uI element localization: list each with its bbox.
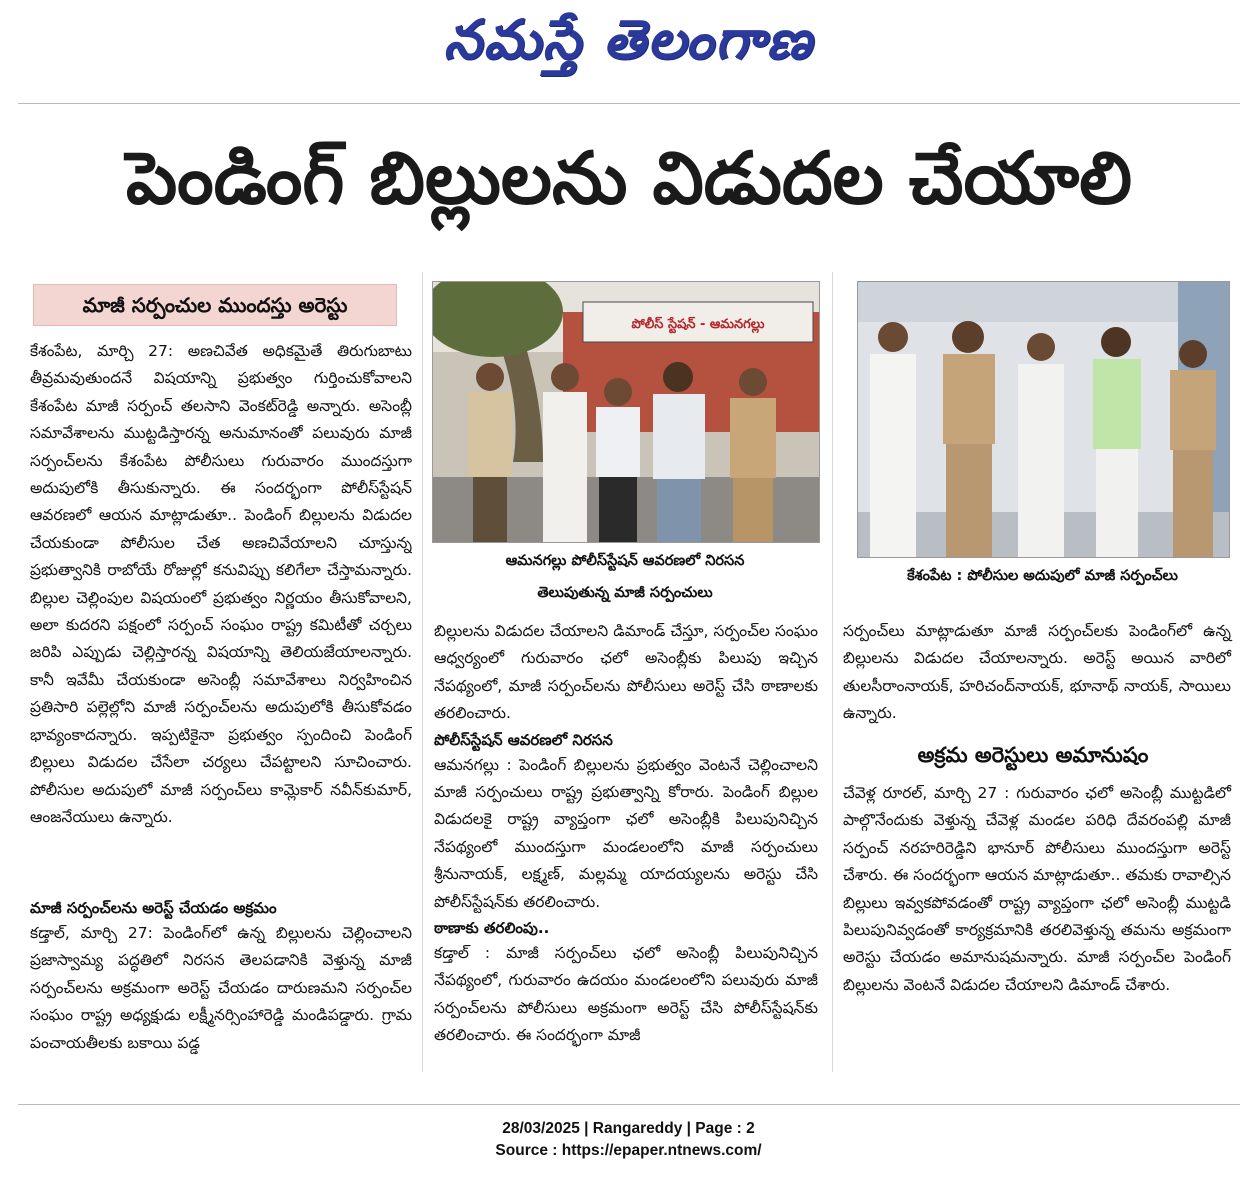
newspaper-logo: నమస్తే తెలంగాణ: [443, 8, 814, 71]
col2-paragraph: బిల్లులను విడుదల చేయాలని డిమాండ్ చేస్తూ, సర్పంచ్‌ల సంఘం ఆధ్వర్యంలో గురువారం ఛలో అసెంబ్లీకు పిలుపు ఇచ్చిన నేపథ్యంలో, మాజీ సర్పంచ్‌లను పోలీసులు అరెస్ట్ చేసి ఠాణాలకు తరలించారు.: [434, 622, 818, 723]
caption-line: తెలుపుతున్న మాజీ సర్పంచులు: [537, 585, 713, 601]
person-figure: [1018, 333, 1064, 557]
col1-subhead: మాజీ సర్పంచ్‌లను అరెస్ట్ చేయడం అక్రమం: [30, 899, 277, 917]
caption-line: ఆమనగల్లు పోలీస్‌స్టేషన్ ఆవరణలో నిరసన: [505, 553, 745, 569]
col2-article-text: [434, 618, 818, 1050]
page-headline: పెండింగ్ బిల్లులను విడుదల చేయాలి: [125, 136, 1132, 220]
person-figure: [1093, 327, 1141, 557]
keshampet-photo-caption: కేశంపేట : పోలీసుల అదుపులో మాజీ సర్పంచ్‌లు: [907, 568, 1178, 584]
source-link[interactable]: Source : https://epaper.ntnews.com/: [495, 1142, 762, 1159]
col3-article-2: [843, 780, 1231, 999]
col3-article-text: [843, 618, 1231, 728]
col1-paragraph-2: కడ్తాల్, మార్చి 27: పెండింగ్‌లో ఉన్న బిల్లులను చెల్లించాలని ప్రజాస్వామ్య పద్ధతిలో నిరసన తెలపడానికి వెళ్తున్న మాజీ సర్పంచ్‌లను అక్రమంగా అరెస్ట్ చేయడం దారుణమని సర్పంచ్‌ల సంఘం రాష్ట్ర అధ్యక్షుడు లక్ష్మీనర్సింహారెడ్డి మండిపడ్డారు. గ్రామ పంచాయతీలకు బకాయి పడ్డ: [30, 924, 412, 1052]
page-footer: [0, 1118, 1257, 1162]
person-figure: [870, 322, 916, 557]
col3-paragraph-2: చేవెళ్ల రూరల్, మార్చి 27 : గురువారం ఛలో అసెంబ్లీ ముట్టడిలో పాల్గొనేందుకు వెళ్తున్న చేవెళ్ల మండల పరిధి దేవరంపల్లి మాజీ సర్పంచ్ నరహరిరెడ్డిని భానూర్ పోలీసులు ముందస్తుగా అరెస్ట్ చేశారు. ఈ సందర్భంగా ఆయన మాట్లాడుతూ.. తమకు రావాల్సిన బిల్లులు ఇవ్వకపోవడంతో రాష్ట్ర వ్యాప్తంగా ఛలో అసెంబ్లీ ముట్టడి పిలుపునివ్వడంతో కార్యక్రమానికి తరలివెళ్తున్న తమను అక్రమంగా అరెస్టు చేయడం అమానుషమన్నారు. మాజీ సర్పంచ్‌ల పెండింగ్ బిల్లులను వెంటనే విడుదల చేయాలని డిమాండ్ చేశారు.: [843, 784, 1231, 994]
station-sign-text: పోలీస్ స్టేషన్ - ఆమనగల్లు: [631, 317, 765, 332]
col1-subhead-box: మాజీ సర్పంచుల ముందస్తు అరెస్టు: [33, 284, 397, 326]
column-divider: [832, 272, 833, 1072]
person-figure: [943, 321, 995, 557]
col2-paragraph-2: ఆమనగల్లు : పెండింగ్ బిల్లులను ప్రభుత్వం వెంటనే చెల్లించాలని మాజీ సర్పంచులు రాష్ట్ర ప్రభుత్వాన్ని కోరారు. పెండింగ్ బిల్లుల విడుదలకై రాష్ట్ర వ్యాప్తంగా ఛలో అసెంబ్లీకి పిలుపునిచ్చిన నేపథ్యంలో ముందస్తుగా మండలంలోని మాజీ సర్పంచులు శ్రీనునాయక్, లక్ష్మణ్, మల్లమ్మ యాదయ్యలను అరెస్టు చేసి పోలీస్‌స్టేషన్‌కు తరలించారు.: [434, 755, 818, 911]
col1-article-text: [30, 338, 412, 886]
col2-subhead-2: ఠాణాకు తరలింపు..: [434, 919, 550, 938]
col3-section-title: అక్రమ అరెస్టులు అమానుషం: [917, 743, 1149, 767]
col1-paragraph: కేశంపేట, మార్చి 27: అణచివేత అధికమైతే తిరుగుబాటు తీవ్రమవుతుందనే విషయాన్ని ప్రభుత్వం గుర్తించుకోవాలని కేశంపేట మాజీ సర్పంచ్ తలసాని వెంకట్‌రెడ్డి అన్నారు. అసెంబ్లీ సమావేశాలను ముట్టడిస్తారన్న అనుమానంతో పలువురు మాజీ సర్పంచ్‌లను కేశంపేట పోలీసులు గురువారం ముందస్తుగా అదుపులోకి తీసుకున్నారు. ఈ సందర్భంగా పోలీస్‌స్టేషన్ ఆవరణలో ఆయన మాట్లాడుతూ.. పెండింగ్ బిల్లులను విడుదల చేయకుండా పోలీసుల చేత అణచివేయాలని చూస్తున్న ప్రభుత్వానికి రాబోయే రోజుల్లో కనువిప్పు కలిగేలా చేస్తామన్నారు. బిల్లుల చెల్లింపుల విషయంలో ప్రభుత్వం నిర్ణయం తీసుకోవాలని, అలా కుదరని పక్షంలో సర్పంచ్ సంఘం రాష్ట్ర కమిటీతో చర్చలు జరిపి ఎప్పుడు చెల్లిస్తారన్న విషయాన్ని తెలియజేయాలన్నారు. కానీ ఇవేమీ చేయకుండా అసెంబ్లీ సమావేశాలు నిర్వహించిన ప్రతిసారి పల్లెల్లోని మాజీ సర్పంచ్‌లను అదుపులోకి తీసుకోవడం భావ్యంకాదన్నారు. ఇప్పటికైనా ప్రభుత్వం స్పందించి పెండింగ్ బిల్లులు విడుదల చేసేలా చర్యలు చేపట్టాలని సూచించారు. పోలీసుల అదుపులో మాజీ సర్పంచ్‌లు కామ్లెకార్ నవీన్‌కుమార్, ఆంజనేయులు ఉన్నారు.: [30, 342, 412, 826]
col2-paragraph-3: కడ్తాల్ : మాజీ సర్పంచ్‌లు ఛలో అసెంబ్లీ పిలుపునిచ్చిన నేపథ్యంలో, గురువారం ఉదయం మండలంలోని పలువురు మాజీ సర్పంచ్‌లను పోలీసులు అక్రమంగా అరెస్ట్ చేసి పోలీస్‌స్టేషన్‌కు తరలించారు. ఈ సందర్భంగా మాజీ: [434, 944, 818, 1045]
col3-paragraph: సర్పంచ్‌లు మాట్లాడుతూ మాజీ సర్పంచ్‌లకు పెండింగ్‌లో ఉన్న బిల్లులను విడుదల చేయాలన్నారు. అరెస్ట్ అయిన వారిలో తులసీరాంనాయక్, హరిచంద్‌నాయక్, భూనాథ్ నాయక్, సాయిలు ఉన్నారు.: [843, 622, 1231, 723]
amangal-photo-caption: [432, 545, 818, 609]
protest-photo-amangal: [432, 281, 820, 543]
col1-article-2: [30, 896, 412, 1060]
edition-info: 28/03/2025 | Rangareddy | Page : 2: [502, 1120, 755, 1137]
police-custody-photo-keshampet: [857, 281, 1230, 558]
masthead: [0, 0, 1257, 100]
column-divider: [422, 272, 423, 1072]
col2-subhead: పోలీస్‌స్టేషన్ ఆవరణలో నిరసన: [434, 730, 613, 749]
person-figure: [1170, 340, 1216, 557]
